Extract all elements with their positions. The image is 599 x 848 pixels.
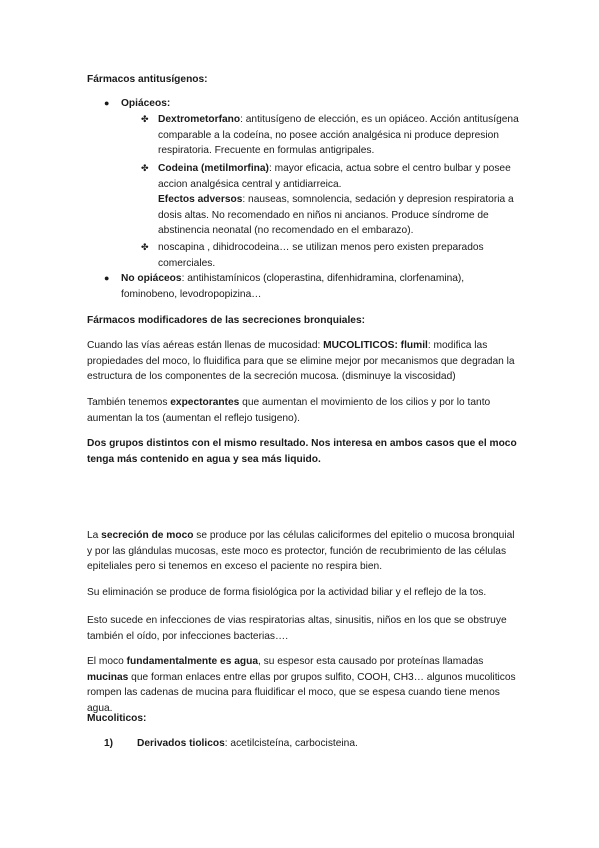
text-run: Cuando las vías aéreas están llenas de mucosidad: <box>87 340 324 351</box>
item-text: : antitusígeno de elección, es un opiáceo. Acción antitusígena comparable a la codeína, no posee acción analgésica ni produce depresion respiratoria. Frecuente en formulas antigripales. <box>158 114 519 157</box>
text-run: que forman enlaces entre ellas por grupos sulfito, COOH, CH3… algunos mucoliticos rompen las cadenas de mucina para fluidificar el moco, que se espesa cuando tiene menos agua. <box>87 671 516 714</box>
list-number: 1) <box>104 738 114 749</box>
text-run-bold: secreción de moco <box>101 530 194 541</box>
item-text: : mayor eficacia, actua sobre el centro bulbar y posee accion analgésica central y antidiarreica. <box>158 163 511 190</box>
heading-antitusigenos: Fármacos antitusígenos: <box>87 74 208 85</box>
no-opiaceos-label: No opiáceos <box>121 273 182 284</box>
arrow-bullet-icon: ✤ <box>141 242 149 252</box>
paragraph-secrecion-moco <box>87 528 517 575</box>
arrow-bullet-icon: ✤ <box>141 114 149 124</box>
paragraph-moco-agua <box>87 654 517 716</box>
text-run-bold: fundamentalmente es agua <box>126 656 258 667</box>
paragraph-infecciones: Esto sucede en infecciones de vias respiratorias altas, sinusitis, niños en los que se obstruye también el oído, por infecciones bacterias…. <box>87 615 507 642</box>
text-run: se produce por las células caliciformes del epitelio o mucosa bronquial y por las glándulas mucosas, este moco es protector, función de recubrimiento de las células epiteliales pero si tenemos en exceso el paciente no respira bien. <box>87 530 515 573</box>
no-opiaceos-text: : antihistamínicos (cloperastina, difenhidramina, clorfenamina), fominobeno, levodropopizina… <box>121 273 465 300</box>
text-run-bold: expectorantes <box>170 397 240 408</box>
paragraph-eliminacion: Su eliminación se produce de forma fisiológica por la actividad biliar y el reflejo de la tos. <box>87 587 487 598</box>
item-lead: Codeina (metilmorfina) <box>158 163 269 174</box>
item-noscapina: noscapina , dihidrocodeina… se utilizan menos pero existen preparados comerciales. <box>158 242 484 269</box>
adverse-effects-lead: Efectos adversos <box>158 194 243 206</box>
label-opiaceos: Opiáceos: <box>121 98 171 109</box>
text-run: La <box>87 530 102 541</box>
text-run-bold: mucinas <box>87 671 129 683</box>
bullet-icon: ● <box>104 273 110 283</box>
item-codeina <box>158 161 520 239</box>
paragraph-dos-grupos: Dos grupos distintos con el mismo resultado. Nos interesa en ambos casos que el moco tenga más contenido en agua y sea más liquido. <box>87 438 517 465</box>
paragraph-expectorantes <box>87 395 517 426</box>
bullet-icon: ● <box>104 98 110 108</box>
text-run-bold: MUCOLITICOS: flumil <box>323 340 428 351</box>
adverse-effects-text: : nauseas, somnolencia, sedación y depresion respiratoria a dosis altas. No recomendado en niños ni ancianos. Produce síndrome de abstinencia neonatal (no recomendado en el embarazo). <box>158 194 514 237</box>
text-run: También tenemos <box>87 397 171 408</box>
paragraph-mucoliticos <box>87 338 517 385</box>
text-run: : modifica las propiedades del moco, lo fluidifica para que se elimine mejor por mecanismos que degradan la estructura de los componentes de la secreción mucosa. (disminuye la viscosidad) <box>87 340 515 383</box>
heading-mucoliticos: Mucoliticos: <box>87 713 147 724</box>
text-run: , su espesor esta causado por proteínas llamadas <box>257 656 484 667</box>
text-run: El moco <box>87 656 127 667</box>
item-lead: Dextrometorfano <box>158 114 241 125</box>
list-item-lead: Derivados tiolicos <box>137 738 225 749</box>
no-opiaceos <box>121 271 513 302</box>
item-dextrometorfano <box>158 112 520 159</box>
heading-secreciones: Fármacos modificadores de las secreciones bronquiales: <box>87 315 365 326</box>
list-item-text: : acetilcisteína, carbocisteina. <box>224 738 358 749</box>
text-run: que aumentan el movimiento de los cilios y por lo tanto aumentan la tos (aumentan el reflejo tusigeno). <box>87 397 491 424</box>
arrow-bullet-icon: ✤ <box>141 163 149 173</box>
list-item-derivados <box>137 736 517 752</box>
